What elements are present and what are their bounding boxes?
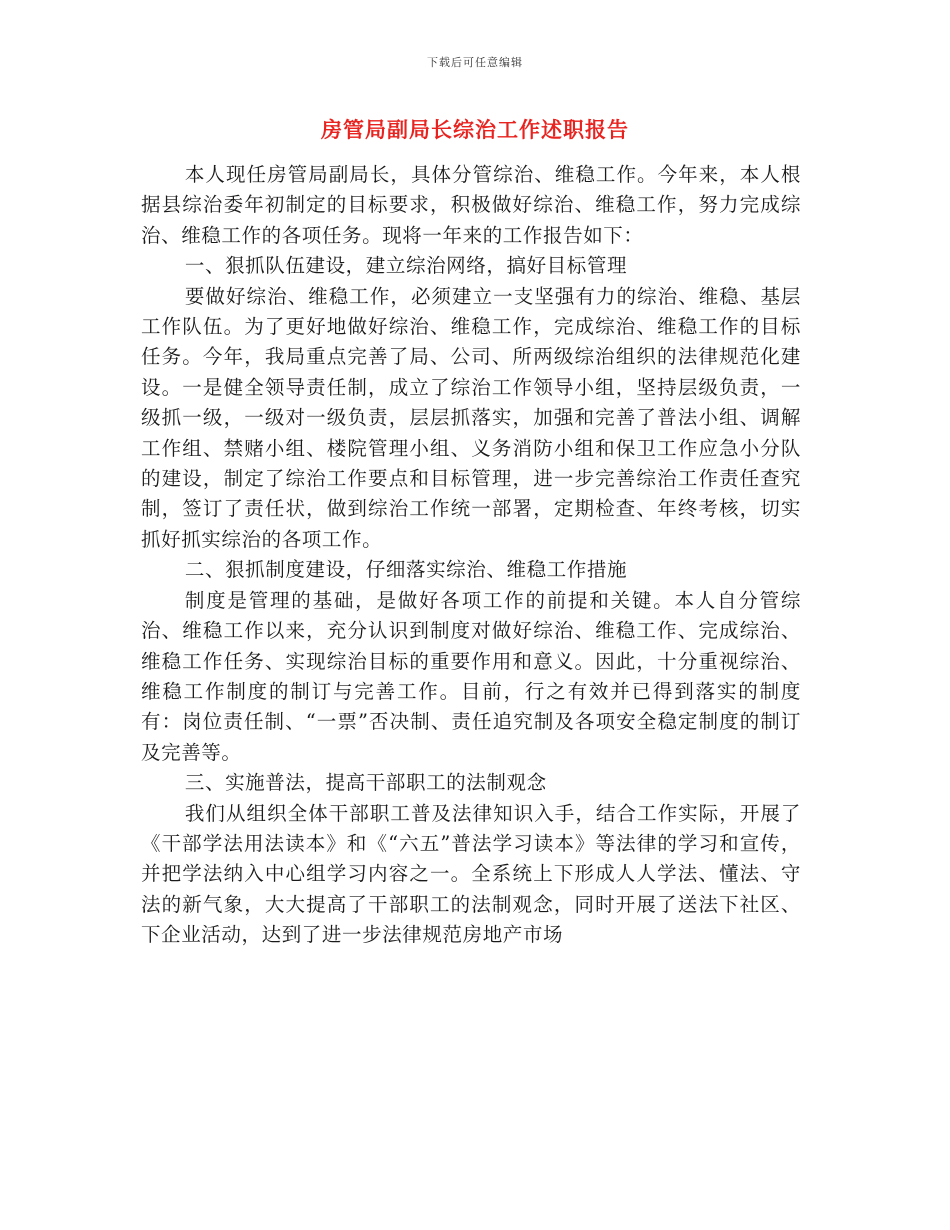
document-body — [141, 160, 801, 951]
document-title: 房管局副局长综治工作述职报告 — [321, 117, 629, 142]
section-heading-1: 一、狠抓队伍建设，建立综治网络，搞好目标管理 — [184, 254, 628, 278]
section-1-paragraph: 要做好综治、维稳工作，必须建立一支坚强有力的综治、维稳、基层工作队伍。为了更好地做好综治、维稳工作，完成综治、维稳工作的目标任务。今年，我局重点完善了局、公司、所两级综治组织的法律规范化建设。一是健全领导责任制，成立了综治工作领导小组，坚持层级负责，一级抓一级，一级对一级负责，层层抓落实，加强和完善了普法小组、调解工作组、禁赌小组、楼院管理小组、义务消防小组和保卫工作应急小分队的建设，制定了综治工作要点和目标管理，进一步完善综治工作责任查究制，签订了责任状，做到综治工作统一部署，定期检查、年终考核，切实抓好抓实综治的各项工作。 — [141, 284, 801, 551]
section-heading-2: 二、狠抓制度建设，仔细落实综治、维稳工作措施 — [184, 558, 628, 582]
section-3-paragraph: 我们从组织全体干部职工普及法律知识入手，结合工作实际，开展了《干部学法用法读本》和《“六五”普法学习读本》等法律的学习和宣传，并把学法纳入中心组学习内容之一。全系统上下形成人人学法、懂法、守法的新气象，大大提高了干部职工的法制观念，同时开展了送法下社区、下企业活动，达到了进一步法律规范房地产市场 — [141, 801, 801, 947]
header-note: 下载后可任意编辑 — [427, 56, 523, 69]
section-heading-3: 三、实施普法，提高干部职工的法制观念 — [184, 771, 547, 795]
section-2-paragraph: 制度是管理的基础，是做好各项工作的前提和关键。本人自分管综治、维稳工作以来，充分认识到制度对做好综治、维稳工作、完成综治、维稳工作任务、实现综治目标的重要作用和意义。因此，十分重视综治、维稳工作制度的制订与完善工作。目前，行之有效并已得到落实的制度有：岗位责任制、“一票”否决制、责任追究制及各项安全稳定制度的制订及完善等。 — [141, 588, 801, 764]
intro-paragraph: 本人现任房管局副局长，具体分管综治、维稳工作。今年来，本人根据县综治委年初制定的目标要求，积极做好综治、维稳工作，努力完成综治、维稳工作的各项任务。现将一年来的工作报告如下： — [141, 163, 801, 247]
